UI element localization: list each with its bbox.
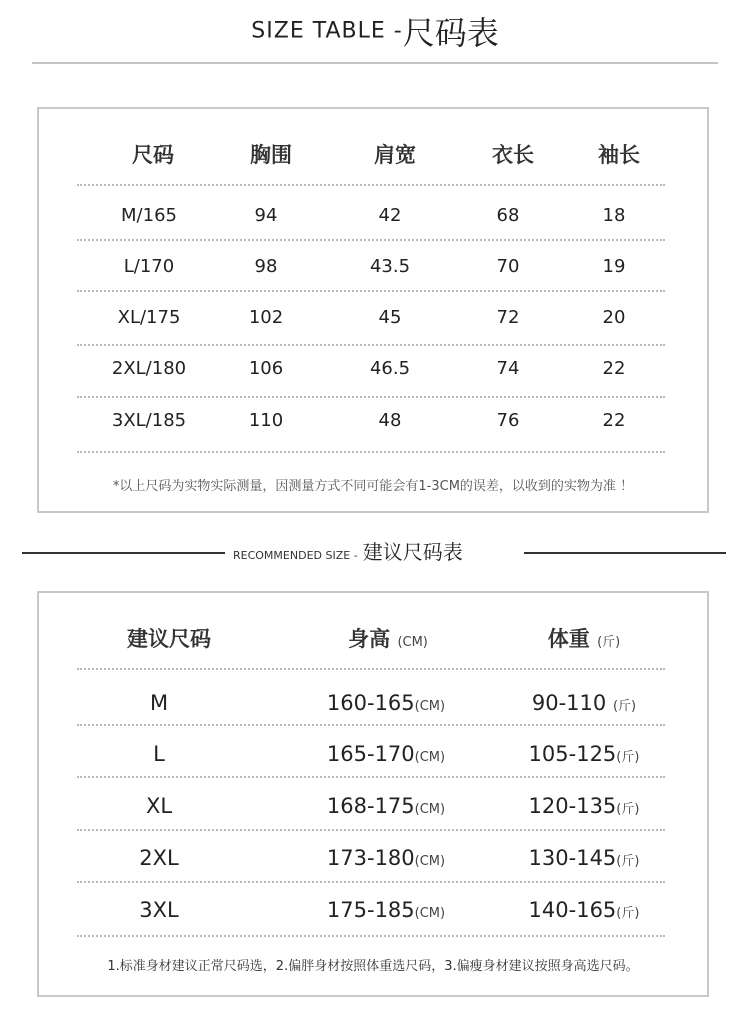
size-table <box>37 107 709 513</box>
row-divider <box>77 668 665 670</box>
cell-length: 70 <box>496 255 520 277</box>
cell-weight <box>494 846 674 870</box>
row-divider <box>77 935 665 937</box>
header-weight-label: 体重 <box>547 627 590 651</box>
header-weight <box>494 623 674 653</box>
cell-height-value: 160-165 <box>326 691 415 715</box>
recommended-title-en: RECOMMENDED SIZE - <box>233 549 358 562</box>
cell-weight-unit: (斤) <box>616 802 640 817</box>
cell-shoulder: 45 <box>378 306 402 328</box>
cell-length: 74 <box>496 357 520 379</box>
cell-height-unit: (CM) <box>414 906 446 921</box>
cell-sleeve: 18 <box>602 204 626 226</box>
cell-weight-value: 120-135 <box>528 794 617 818</box>
row-divider <box>77 829 665 831</box>
cell-sleeve: 20 <box>602 306 626 328</box>
cell-height-value: 165-170 <box>326 742 415 766</box>
row-divider <box>77 344 665 346</box>
cell-weight-unit: (斤) <box>616 750 640 765</box>
recommendation-note: 1.标准身材建议正常尺码选，2.偏胖身材按照体重选尺码，3.偏瘦身材建议按照身高选尺码。 <box>107 959 639 974</box>
title-divider <box>32 62 718 64</box>
cell-size: 2XL/180 <box>111 357 187 379</box>
cell-height-value: 175-185 <box>326 898 415 922</box>
table-row <box>79 406 666 434</box>
row-divider <box>77 724 665 726</box>
header-chest: 胸围 <box>250 143 292 167</box>
size-table-title <box>0 8 750 54</box>
table-row <box>79 354 666 382</box>
recommended-row <box>79 790 666 822</box>
cell-weight <box>494 794 674 818</box>
cell-height-value: 173-180 <box>326 846 415 870</box>
recommended-row <box>79 894 666 926</box>
header-size: 尺码 <box>132 143 174 167</box>
cell-size: L/170 <box>123 255 175 277</box>
cell-height-unit: (CM) <box>414 750 446 765</box>
cell-chest: 98 <box>254 255 278 277</box>
cell-height-unit: (CM) <box>414 854 446 869</box>
recommended-row <box>79 687 666 719</box>
row-divider <box>77 290 665 292</box>
cell-shoulder: 46.5 <box>369 357 411 379</box>
cell-height-unit: (CM) <box>414 802 446 817</box>
cell-weight-value: 105-125 <box>528 742 617 766</box>
recommended-title <box>233 537 463 567</box>
cell-length: 72 <box>496 306 520 328</box>
cell-chest: 94 <box>254 204 278 226</box>
size-table-title-en: SIZE TABLE - <box>251 18 403 44</box>
header-height <box>288 623 488 653</box>
recommended-size-table <box>37 591 709 997</box>
cell-sleeve: 22 <box>602 357 626 379</box>
row-divider <box>77 184 665 186</box>
cell-height <box>286 691 486 715</box>
cell-weight <box>494 691 674 715</box>
cell-height <box>286 898 486 922</box>
header-sleeve: 袖长 <box>598 143 640 167</box>
recommended-header <box>79 620 666 656</box>
cell-height-value: 168-175 <box>326 794 415 818</box>
cell-recommended-size: 2XL <box>139 846 179 870</box>
row-divider <box>77 881 665 883</box>
recommended-row <box>79 842 666 874</box>
cell-height <box>286 846 486 870</box>
cell-recommended-size: 3XL <box>139 898 179 922</box>
cell-weight-unit: (斤) <box>616 854 640 869</box>
recommended-title-cn: 建议尺码表 <box>362 540 463 564</box>
size-table-header <box>79 137 666 171</box>
cell-length: 68 <box>496 204 520 226</box>
cell-length: 76 <box>496 409 520 431</box>
size-table-title-cn: 尺码表 <box>402 14 499 52</box>
cell-height <box>286 742 486 766</box>
cell-size: M/165 <box>121 204 177 226</box>
cell-weight <box>494 742 674 766</box>
recommended-row <box>79 738 666 770</box>
header-shoulder: 肩宽 <box>374 143 416 167</box>
cell-weight-value: 130-145 <box>528 846 617 870</box>
header-height-unit: (CM) <box>397 635 428 650</box>
cell-shoulder: 43.5 <box>369 255 411 277</box>
cell-sleeve: 19 <box>602 255 626 277</box>
cell-weight-unit: (斤) <box>616 906 640 921</box>
row-divider <box>77 451 665 453</box>
cell-height <box>286 794 486 818</box>
cell-size: XL/175 <box>117 306 181 328</box>
header-recommended-size: 建议尺码 <box>127 627 211 651</box>
header-weight-unit: (斤) <box>597 635 621 650</box>
recommended-size-heading <box>0 537 750 567</box>
cell-weight-unit: (斤) <box>612 699 637 714</box>
cell-chest: 106 <box>248 357 284 379</box>
header-height-label: 身高 <box>348 627 391 651</box>
cell-weight <box>494 898 674 922</box>
cell-recommended-size: M <box>149 691 169 715</box>
table-row <box>79 201 666 229</box>
cell-sleeve: 22 <box>602 409 626 431</box>
row-divider <box>77 776 665 778</box>
table-row <box>79 252 666 280</box>
cell-shoulder: 42 <box>378 204 402 226</box>
row-divider <box>77 239 665 241</box>
cell-chest: 102 <box>248 306 284 328</box>
row-divider <box>77 396 665 398</box>
cell-recommended-size: L <box>153 742 165 766</box>
cell-weight-value: 90-110 <box>531 691 607 715</box>
cell-recommended-size: XL <box>145 794 173 818</box>
cell-height-unit: (CM) <box>414 699 446 714</box>
measurement-note: *以上尺码为实物实际测量，因测量方式不同可能会有1-3CM的误差，以收到的实物为准 ！ <box>112 479 634 494</box>
heading-line-left <box>22 552 225 554</box>
cell-size: 3XL/185 <box>111 409 187 431</box>
cell-shoulder: 48 <box>378 409 402 431</box>
table-row <box>79 303 666 331</box>
heading-line-right <box>524 552 726 554</box>
cell-chest: 110 <box>248 409 284 431</box>
cell-weight-value: 140-165 <box>528 898 617 922</box>
header-length: 衣长 <box>492 143 534 167</box>
